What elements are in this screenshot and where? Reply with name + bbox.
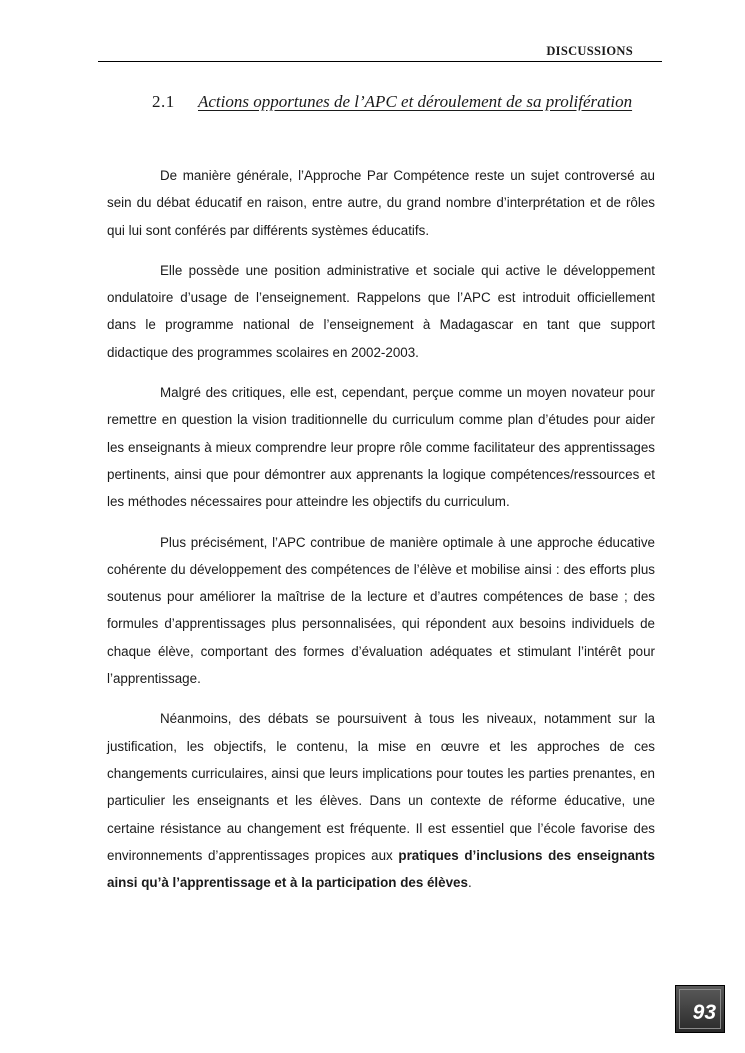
section-heading: [152, 86, 657, 117]
paragraph: [107, 705, 655, 896]
page-number-box: [675, 985, 725, 1033]
paragraph-end: .: [467, 875, 472, 891]
page-number: 93: [692, 1001, 716, 1024]
paragraph: Malgré des critiques, elle est, cependant, perçue comme un moyen novateur pour remettre en question la vision traditionnelle du curriculum comme plan d’études pour aider les enseignants à mieux comprendre leur propre rôle comme facilitateur des apprentissages pertinents, ainsi que pour démontrer aux apprenants la logique compétences/ressources et les méthodes nécessaires pour atteindre les objectifs du curriculum.: [107, 385, 655, 510]
running-header: DISCUSSIONS: [546, 44, 633, 58]
emphasized-text: pratiques d’inclusions des enseignants ainsi qu’à l’apprentissage et à la participation des élèves: [107, 847, 655, 891]
section-number: 2.1: [152, 92, 175, 111]
paragraph-text: Néanmoins, des débats se poursuivent à tous les niveaux, notamment sur la justification, les objectifs, le contenu, la mise en œuvre et les approches de ces changements curriculaires, ainsi que leurs implications pour toutes les parties prenantes, en particulier les enseignants et les élèves. Dans un contexte de réforme éducative, une certaine résistance au changement est fréquente. Il est essentiel que l’école favorise des environnements d’apprentissages propices aux: [107, 711, 655, 863]
paragraph: De manière générale, l’Approche Par Compétence reste un sujet controversé au sein du débat éducatif en raison, entre autre, du grand nombre d’interprétation et de rôles qui lui sont conférés par différents systèmes éducatifs.: [107, 168, 655, 238]
body-text: [107, 162, 655, 909]
header-divider: [98, 61, 662, 62]
paragraph: Elle possède une position administrative et sociale qui active le développement ondulatoire d’usage de l’enseignement. Rappelons que l’APC est introduit officiellement dans le programme national de l’enseignement à Madagascar en tant que support didactique des programmes scolaires en 2002-2003.: [107, 262, 655, 360]
paragraph: Plus précisément, l’APC contribue de manière optimale à une approche éducative cohérente du développement des compétences de l’élève et mobilise ainsi : des efforts plus soutenus pour améliorer la maîtrise de la lecture et d’autres compétences de base ; des formules d’apprentissages plus personnalisées, qui répondent aux besoins individuels de chaque élève, comportant des formes d’évaluation adéquates et stimulant l’intérêt pour l’apprentissage.: [107, 534, 655, 687]
section-title-wrapper: [198, 86, 657, 117]
section-title: Actions opportunes de l’APC et déroulement de sa prolifération: [198, 92, 633, 111]
